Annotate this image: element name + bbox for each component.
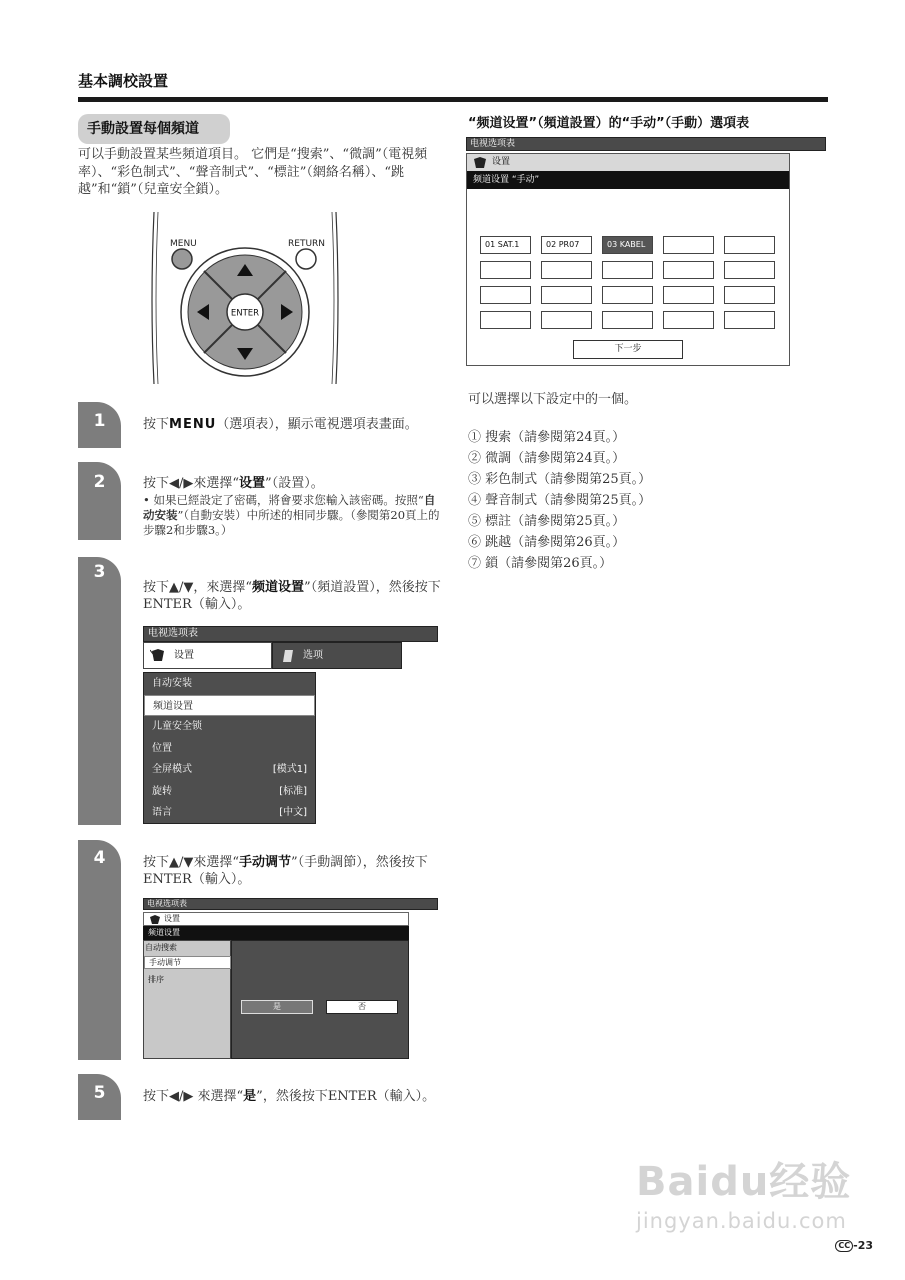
step-2-note: • 如果已經設定了密碼，將會要求您輸入該密碼。按照“自动安装”（自動安裝）中所述的相同步驟。（參閱第20頁上的步驟2和步驟3。） [143,493,440,537]
step-5-text: 按下◀/▶ 來選擇“是”，然後按下ENTER（輸入）。 [143,1089,436,1104]
right-screen-subheader: 频道设置 “手动” [467,171,789,189]
screen4-tab-setup: 设置 [143,912,409,926]
menu-item-wide-mode[interactable]: 全屏模式 [模式1] [152,764,307,775]
channel-cell[interactable] [663,286,714,304]
setup-icon [473,157,487,168]
channel-cell[interactable] [602,286,653,304]
channel-cell[interactable] [541,311,592,329]
step-4-bar [78,840,121,1060]
yes-button[interactable]: 是 [241,1000,313,1014]
channel-cell[interactable] [541,261,592,279]
page-header-title: 基本調校設置 [78,72,169,90]
step-1-number: 1 [93,411,106,431]
tab-setup[interactable]: 设置 [143,642,272,669]
remote-enter-label: ENTER [230,308,260,319]
step-3-bar [78,557,121,825]
channel-cell[interactable] [724,286,775,304]
remote-return-label: RETURN [288,239,326,249]
channel-cell[interactable]: 02 PR07 [541,236,592,254]
menu-item-auto-install[interactable]: 自动安装 [152,678,192,689]
remote-control-illustration [150,212,340,384]
menu-item-auto-search[interactable]: 自动搜索 [145,943,177,952]
step-2-number: 2 [93,472,106,492]
remote-menu-label: MENU [170,239,197,249]
menu-item-language[interactable]: 语言 [中文] [152,807,307,818]
channel-cell[interactable] [663,261,714,279]
option-color-system: ③ 彩色制式（請參閱第25頁。） [468,472,652,487]
channel-cell[interactable] [602,311,653,329]
section-title-pill: 手動設置每個頻道 [78,114,230,144]
option-sound-system: ④ 聲音制式（請參閱第25頁。） [468,493,652,508]
menu-item-rotate[interactable]: 旋转 [标准] [152,785,307,797]
screen3-title-bar: 电视选项表 [143,626,438,642]
remote-menu-button [172,249,192,269]
step-5-number: 5 [93,1083,106,1103]
channel-cell[interactable] [724,311,775,329]
option-skip: ⑥ 跳越（請參閱第26頁。） [468,535,626,550]
channel-cell[interactable] [663,236,714,254]
setup-icon [150,648,168,663]
channel-cell[interactable] [480,286,531,304]
channel-cell[interactable] [541,286,592,304]
setup-icon [149,915,161,924]
step-2-text: 按下◀/▶來選擇“设置”（設置）。 [143,476,324,491]
step-1-text: 按下MENU（選項表），顯示電視選項表畫面。 [143,417,418,432]
right-section-title: “频道设置”（頻道設置）的“手动”（手動）選項表 [468,116,750,131]
screen3-menu-list [143,672,316,824]
menu-item-child-lock[interactable]: 儿童安全锁 [152,721,202,732]
intro-paragraph: 可以手動設置某些頻道項目。 它們是“搜索”、“微調”（電視頻率）、“彩色制式”、“聲音制式”、“標註”（網絡名稱）、“跳越”和“鎖”（兒童安全鎖）。 [78,147,428,197]
channel-cell[interactable] [724,261,775,279]
right-screen-title-bar: 电视选项表 [466,137,826,151]
menu-item-channel-setup[interactable]: 频道设置 [144,695,315,717]
option-search: ① 搜索（請參閱第24頁。） [468,430,626,445]
channel-cell[interactable] [480,261,531,279]
step-4-text: 按下▲/▼來選擇“手动调节”（手動調節），然後按下ENTER（輸入）。 [143,855,428,887]
channel-cell[interactable] [480,311,531,329]
option-icon [282,649,294,663]
option-lock: ⑦ 鎖（請參閱第26頁。） [468,556,613,571]
next-step-button[interactable]: 下一步 [573,340,683,359]
screen4-subheader: 频道设置 [143,926,409,940]
step-3-text: 按下▲/▼，來選擇“频道设置”（頻道設置），然後按下 ENTER（輸入）。 [143,580,441,612]
watermark-url: jingyan.baidu.com [636,1209,847,1233]
step-3-number: 3 [93,562,106,582]
channel-cell-selected[interactable]: 03 KABEL [602,236,653,254]
baidu-watermark [636,1150,866,1233]
option-label: ⑤ 標註（請參閱第25頁。） [468,514,626,529]
cc-logo-icon: CC [835,1240,853,1252]
menu-item-sort[interactable]: 排序 [148,975,164,984]
right-paragraph: 可以選擇以下設定中的一個。 [468,392,638,407]
remote-return-button [296,249,316,269]
option-fine-tune: ② 微調（請參閱第24頁。） [468,451,626,466]
header-rule [78,97,828,102]
right-screen-tab: 设置 [467,154,789,171]
channel-cell[interactable] [663,311,714,329]
page-number: CC -23 [835,1239,873,1252]
menu-item-position[interactable]: 位置 [152,742,172,754]
watermark-brand: Baidu经验 [636,1159,852,1205]
menu-item-manual-adjust[interactable]: 手动调节 [144,956,231,969]
tab-option[interactable]: 选项 [272,642,402,669]
channel-cell[interactable] [602,261,653,279]
channel-cell[interactable]: 01 SAT.1 [480,236,531,254]
channel-cell[interactable] [724,236,775,254]
step-4-number: 4 [93,848,106,868]
no-button[interactable]: 否 [326,1000,398,1014]
screen4-title-bar: 电视选项表 [143,898,438,910]
